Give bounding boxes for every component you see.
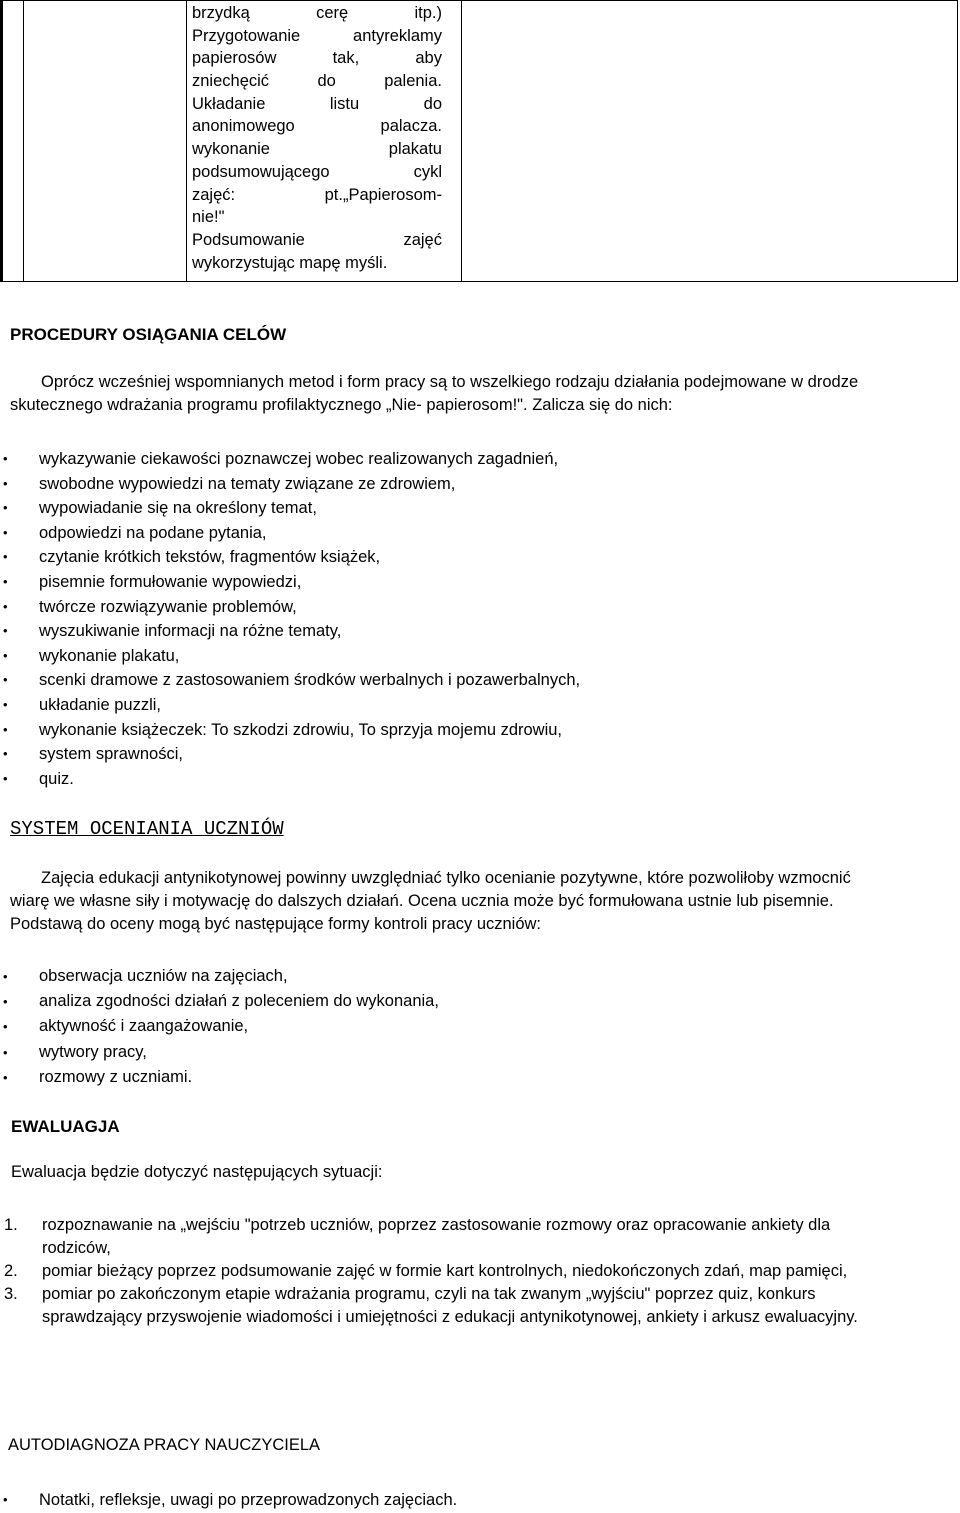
activities-line bbox=[192, 2, 442, 25]
list-item bbox=[0, 570, 580, 595]
bullet-icon: • bbox=[3, 746, 8, 762]
activities-line bbox=[192, 161, 442, 184]
activities-word: pt.„Papierosom- bbox=[324, 185, 442, 204]
list-item-text: quiz. bbox=[39, 769, 74, 788]
list-item bbox=[0, 619, 580, 644]
list-item-text: aktywność i zaangażowanie, bbox=[39, 1017, 249, 1036]
activities-word: do bbox=[317, 72, 336, 91]
list-item bbox=[0, 767, 580, 792]
activities-line bbox=[192, 252, 442, 275]
list-item-text: pomiar po zakończonym etapie wdrażania programu, czyli na tak zwanym „wyjściu" poprzez quiz, konkurs sprawdzający przyswojenie wiadomości i umiejętności z edukacji antynikotynowej, ankiety i arkusz ewaluacyjny. bbox=[42, 1285, 858, 1326]
self-diagnosis-heading: AUTODIAGNOZA PRACY NAUCZYCIELA bbox=[8, 1436, 321, 1454]
activities-word: zajęć: bbox=[192, 185, 236, 204]
list-item-text: pomiar bieżący poprzez podsumowanie zajęć w formie kart kontrolnych, niedokończonych zdań, map pamięci, bbox=[42, 1261, 848, 1280]
list-item-text: Notatki, refleksje, uwagi po przeprowadzonych zajęciach. bbox=[39, 1491, 458, 1509]
list-item-text: wykonanie książeczek: To szkodzi zdrowiu, To sprzyja mojemu zdrowiu, bbox=[39, 720, 563, 739]
list-item bbox=[0, 595, 580, 620]
bullet-icon: • bbox=[3, 770, 8, 786]
list-item bbox=[0, 447, 580, 472]
bullet-icon: • bbox=[3, 1044, 8, 1060]
list-item bbox=[0, 545, 580, 570]
evaluation-list bbox=[0, 1214, 880, 1329]
list-item-text: wykazywanie ciekawości poznawczej wobec realizowanych zagadnień, bbox=[39, 450, 559, 468]
list-item bbox=[0, 989, 439, 1014]
activities-line bbox=[192, 229, 442, 252]
list-item bbox=[0, 1283, 880, 1328]
list-item-text: pisemnie formułowanie wypowiedzi, bbox=[39, 572, 302, 591]
bullet-icon: • bbox=[3, 1069, 8, 1085]
activities-word: zniechęcić bbox=[192, 72, 270, 91]
activities-word: nie!" bbox=[192, 208, 225, 227]
bullet-icon: • bbox=[3, 1019, 8, 1035]
list-item-text: układanie puzzli, bbox=[39, 695, 161, 714]
bullet-icon: • bbox=[3, 623, 8, 639]
table-cell-notes bbox=[462, 1, 958, 282]
activities-word: brzydką bbox=[192, 4, 250, 22]
bullet-icon: • bbox=[3, 475, 8, 491]
activities-word: Podsumowanie bbox=[192, 230, 305, 249]
activities-word: papierosów bbox=[192, 49, 277, 68]
list-item bbox=[0, 668, 580, 693]
table-cell-number bbox=[2, 1, 24, 282]
bullet-icon: • bbox=[3, 573, 8, 589]
list-item-text: wyszukiwanie informacji na różne tematy, bbox=[39, 622, 342, 641]
evaluation-heading: EWALUAGJA bbox=[11, 1117, 120, 1136]
bullet-icon: • bbox=[3, 598, 8, 614]
bullet-icon: • bbox=[3, 696, 8, 712]
bullet-icon: • bbox=[3, 524, 8, 540]
list-item-text: system sprawności, bbox=[39, 745, 183, 764]
list-item bbox=[0, 472, 580, 497]
procedures-heading: PROCEDURY OSIĄGANIA CELÓW bbox=[10, 325, 287, 344]
list-item-text: analiza zgodności działań z poleceniem do wykonania, bbox=[39, 992, 439, 1011]
bullet-icon: • bbox=[3, 549, 8, 565]
activities-word: wykorzystując mapę myśli. bbox=[192, 253, 388, 272]
list-item bbox=[0, 1040, 439, 1065]
activities-line bbox=[192, 93, 442, 116]
list-item bbox=[0, 1488, 457, 1513]
activities-line bbox=[192, 138, 442, 161]
list-item-text: obserwacja uczniów na zajęciach, bbox=[39, 967, 288, 985]
activities-word: podsumowującego bbox=[192, 162, 330, 181]
list-item bbox=[0, 496, 580, 521]
list-item bbox=[0, 644, 580, 669]
activities-word: tak, bbox=[332, 49, 360, 68]
bullet-icon: • bbox=[3, 1492, 8, 1507]
list-item-text: twórcze rozwiązywanie problemów, bbox=[39, 597, 297, 616]
activities-line bbox=[192, 25, 442, 48]
table-cell-activities bbox=[187, 1, 462, 282]
activities-word: antyreklamy bbox=[353, 26, 442, 45]
activities-word: plakatu bbox=[388, 140, 442, 159]
list-item-text: czytanie krótkich tekstów, fragmentów książek, bbox=[39, 548, 381, 567]
activities-line bbox=[192, 70, 442, 93]
grading-intro: Zajęcia edukacji antynikotynowej powinny uwzględniać tylko ocenianie pozytywne, które pozwoliłoby wzmocnić wiarę we własne siły i motywację do dalszych działań. Ocena ucznia może być formułowana ustnie lub pisemnie. Podstawą do oceny mogą być następujące formy kontroli pracy uczniów: bbox=[10, 869, 851, 933]
list-item-text: rozmowy z uczniami. bbox=[39, 1067, 193, 1086]
program-table-fragment bbox=[0, 0, 958, 282]
list-item-text: rozpoznawanie na „wejściu "potrzeb uczniów, poprzez zastosowanie rozmowy oraz opracowanie ankiety dla rodziców, bbox=[42, 1216, 831, 1257]
activities-line bbox=[192, 184, 442, 207]
activities-word: zajęć bbox=[403, 230, 442, 249]
bullet-icon: • bbox=[3, 969, 8, 984]
bullet-icon: • bbox=[3, 672, 8, 688]
activities-word: Układanie bbox=[192, 94, 266, 113]
activities-word: Przygotowanie bbox=[192, 26, 301, 45]
list-item bbox=[0, 742, 580, 767]
self-diagnosis-list bbox=[0, 1488, 457, 1513]
list-item bbox=[0, 1065, 439, 1090]
list-item bbox=[0, 1014, 439, 1039]
activities-line bbox=[192, 206, 442, 229]
activities-word: palenia. bbox=[384, 72, 442, 91]
activities-word: wykonanie bbox=[192, 140, 270, 159]
evaluation-intro: Ewaluacja będzie dotyczyć następujących sytuacji: bbox=[11, 1163, 383, 1181]
activities-word: palacza. bbox=[380, 117, 442, 136]
bullet-icon: • bbox=[3, 647, 8, 663]
bullet-icon: • bbox=[3, 721, 8, 737]
list-item-number: 2. bbox=[4, 1261, 18, 1280]
list-item-text: wypowiadanie się na określony temat, bbox=[39, 499, 317, 518]
activities-line bbox=[192, 115, 442, 138]
list-item-number: 3. bbox=[4, 1285, 18, 1304]
activities-text bbox=[187, 1, 442, 274]
activities-line bbox=[192, 47, 442, 70]
list-item bbox=[0, 718, 580, 743]
procedures-list bbox=[0, 447, 580, 791]
list-item bbox=[0, 693, 580, 718]
list-item-text: odpowiedzi na podane pytania, bbox=[39, 523, 267, 542]
list-item bbox=[0, 1260, 880, 1283]
list-item-text: wytwory pracy, bbox=[39, 1042, 147, 1061]
grading-heading: SYSTEM OCENIANIA UCZNIÓW bbox=[10, 818, 284, 840]
list-item bbox=[0, 1214, 880, 1259]
list-item bbox=[0, 521, 580, 546]
activities-word: itp.) bbox=[414, 4, 442, 22]
list-item-text: wykonanie plakatu, bbox=[39, 646, 180, 665]
list-item-number: 1. bbox=[4, 1216, 18, 1234]
activities-word: anonimowego bbox=[192, 117, 295, 136]
activities-word: aby bbox=[415, 49, 442, 68]
activities-word: listu bbox=[329, 94, 360, 113]
activities-word: cerę bbox=[316, 4, 349, 22]
list-item bbox=[0, 964, 439, 989]
list-item-text: scenki dramowe z zastosowaniem środków werbalnych i pozawerbalnych, bbox=[39, 671, 581, 690]
activities-word: do bbox=[423, 94, 442, 113]
activities-word: cykl bbox=[413, 162, 442, 181]
grading-list bbox=[0, 964, 439, 1090]
bullet-icon: • bbox=[3, 500, 8, 516]
bullet-icon: • bbox=[3, 451, 8, 466]
bullet-icon: • bbox=[3, 994, 8, 1010]
table-cell-topic bbox=[24, 1, 187, 282]
procedures-intro: Oprócz wcześniej wspomnianych metod i form pracy są to wszelkiego rodzaju działania podejmowane w drodze skutecznego wdrażania programu profilaktycznego „Nie- papierosom!". Zalicza się do nich: bbox=[10, 373, 859, 414]
list-item-text: swobodne wypowiedzi na tematy związane ze zdrowiem, bbox=[39, 474, 456, 493]
